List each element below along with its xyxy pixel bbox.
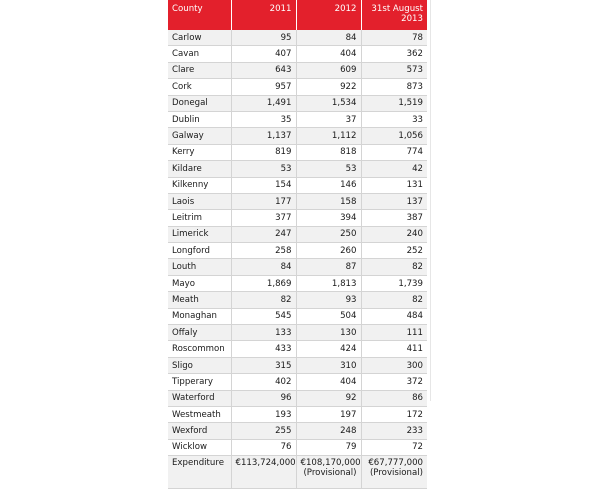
cell-2012: 79	[296, 439, 361, 455]
cell-2011: 133	[231, 325, 296, 341]
cell-2011: 255	[231, 423, 296, 439]
table-row	[168, 161, 427, 177]
table-row	[168, 62, 427, 78]
cell-county: Meath	[168, 292, 231, 308]
cell-2011: 433	[231, 341, 296, 357]
cell-2011: 84	[231, 259, 296, 275]
table-row	[168, 308, 427, 324]
cell-2011: 193	[231, 406, 296, 422]
cell-2013: 86	[361, 390, 427, 406]
cell-2011: 545	[231, 308, 296, 324]
cell-2012: 818	[296, 144, 361, 160]
cell-county: Sligo	[168, 357, 231, 373]
header-county: County	[168, 0, 231, 30]
cell-county: Roscommon	[168, 341, 231, 357]
cell-2011: 957	[231, 79, 296, 95]
cell-2012: 504	[296, 308, 361, 324]
cell-2013: 131	[361, 177, 427, 193]
cell-county: Dublin	[168, 111, 231, 127]
expenditure-label: Expenditure	[168, 456, 231, 489]
cell-2012: 609	[296, 62, 361, 78]
cell-2012: 130	[296, 325, 361, 341]
cell-2011: 95	[231, 30, 296, 46]
table-row	[168, 243, 427, 259]
cell-2013: 72	[361, 439, 427, 455]
cell-2012: 424	[296, 341, 361, 357]
cell-county: Mayo	[168, 275, 231, 291]
cell-2013: 240	[361, 226, 427, 242]
cell-2011: 819	[231, 144, 296, 160]
cell-2012: 260	[296, 243, 361, 259]
expenditure-2013-note: (Provisional)	[369, 468, 423, 479]
table-row	[168, 111, 427, 127]
cell-2013: 873	[361, 79, 427, 95]
cell-2011: 1,869	[231, 275, 296, 291]
cell-county: Wexford	[168, 423, 231, 439]
cell-county: Westmeath	[168, 406, 231, 422]
cell-2013: 78	[361, 30, 427, 46]
table-row	[168, 374, 427, 390]
table-row	[168, 325, 427, 341]
cell-2013: 42	[361, 161, 427, 177]
expenditure-2011: €113,724,000	[231, 456, 296, 489]
cell-2011: 35	[231, 111, 296, 127]
header-2011: 2011	[231, 0, 296, 30]
cell-county: Donegal	[168, 95, 231, 111]
cell-2013: 372	[361, 374, 427, 390]
cell-2012: 404	[296, 374, 361, 390]
cell-2011: 53	[231, 161, 296, 177]
cell-2011: 258	[231, 243, 296, 259]
table-row	[168, 210, 427, 226]
county-data-table	[168, 0, 427, 489]
expenditure-2012	[296, 456, 361, 489]
table-row	[168, 193, 427, 209]
cell-county: Kerry	[168, 144, 231, 160]
cell-2013: 137	[361, 193, 427, 209]
expenditure-2013	[361, 456, 427, 489]
cell-2013: 411	[361, 341, 427, 357]
cell-2012: 394	[296, 210, 361, 226]
cell-county: Waterford	[168, 390, 231, 406]
cell-2012: 37	[296, 111, 361, 127]
table-row	[168, 275, 427, 291]
cell-2011: 407	[231, 46, 296, 62]
cell-2013: 1,519	[361, 95, 427, 111]
cell-2012: 310	[296, 357, 361, 373]
cell-2012: 146	[296, 177, 361, 193]
table-row	[168, 30, 427, 46]
cell-2013: 33	[361, 111, 427, 127]
cell-2012: 93	[296, 292, 361, 308]
cell-county: Louth	[168, 259, 231, 275]
table-row	[168, 357, 427, 373]
cell-2013: 111	[361, 325, 427, 341]
cell-2012: 922	[296, 79, 361, 95]
expenditure-2012-value: €108,170,000	[300, 458, 361, 469]
header-2012: 2012	[296, 0, 361, 30]
cell-county: Longford	[168, 243, 231, 259]
table-row	[168, 390, 427, 406]
cell-county: Kildare	[168, 161, 231, 177]
table-row	[168, 46, 427, 62]
cell-2013: 573	[361, 62, 427, 78]
cell-2013: 233	[361, 423, 427, 439]
expenditure-2012-note: (Provisional)	[303, 468, 357, 479]
cell-county: Limerick	[168, 226, 231, 242]
cell-county: Cavan	[168, 46, 231, 62]
cell-2011: 1,137	[231, 128, 296, 144]
table-row	[168, 177, 427, 193]
cell-2013: 774	[361, 144, 427, 160]
table-row	[168, 128, 427, 144]
cell-2013: 484	[361, 308, 427, 324]
expenditure-2013-value: €67,777,000	[368, 458, 423, 469]
cell-2011: 402	[231, 374, 296, 390]
cell-2011: 643	[231, 62, 296, 78]
cell-2012: 1,112	[296, 128, 361, 144]
cell-2012: 92	[296, 390, 361, 406]
table-row	[168, 95, 427, 111]
cell-2012: 87	[296, 259, 361, 275]
cell-2011: 96	[231, 390, 296, 406]
expenditure-row	[168, 456, 427, 489]
table-body	[168, 30, 427, 489]
cell-county: Kilkenny	[168, 177, 231, 193]
table-row	[168, 406, 427, 422]
cell-county: Leitrim	[168, 210, 231, 226]
cell-2012: 404	[296, 46, 361, 62]
cell-county: Clare	[168, 62, 231, 78]
header-2013: 31st August 2013	[361, 0, 427, 30]
cell-2011: 82	[231, 292, 296, 308]
table-row	[168, 79, 427, 95]
table-row	[168, 423, 427, 439]
county-table-container	[168, 0, 427, 489]
cell-2013: 82	[361, 292, 427, 308]
table-row	[168, 259, 427, 275]
cell-county: Offaly	[168, 325, 231, 341]
table-row	[168, 292, 427, 308]
cell-2011: 76	[231, 439, 296, 455]
cell-2012: 248	[296, 423, 361, 439]
table-row	[168, 226, 427, 242]
cell-county: Galway	[168, 128, 231, 144]
cell-county: Wicklow	[168, 439, 231, 455]
cell-2011: 315	[231, 357, 296, 373]
cell-county: Tipperary	[168, 374, 231, 390]
cell-2011: 154	[231, 177, 296, 193]
cell-2011: 177	[231, 193, 296, 209]
table-header	[168, 0, 427, 30]
cell-county: Monaghan	[168, 308, 231, 324]
header-row	[168, 0, 427, 30]
cell-2013: 300	[361, 357, 427, 373]
cell-2013: 362	[361, 46, 427, 62]
cell-2013: 1,739	[361, 275, 427, 291]
cell-2012: 250	[296, 226, 361, 242]
cell-2011: 247	[231, 226, 296, 242]
cell-2013: 252	[361, 243, 427, 259]
cell-2013: 387	[361, 210, 427, 226]
table-row	[168, 439, 427, 455]
cell-2013: 82	[361, 259, 427, 275]
table-row	[168, 144, 427, 160]
cell-county: Carlow	[168, 30, 231, 46]
page-divider-line	[430, 0, 431, 401]
cell-2012: 1,813	[296, 275, 361, 291]
cell-2011: 1,491	[231, 95, 296, 111]
cell-county: Laois	[168, 193, 231, 209]
cell-2013: 1,056	[361, 128, 427, 144]
cell-county: Cork	[168, 79, 231, 95]
cell-2012: 197	[296, 406, 361, 422]
cell-2012: 84	[296, 30, 361, 46]
cell-2012: 1,534	[296, 95, 361, 111]
table-row	[168, 341, 427, 357]
cell-2012: 158	[296, 193, 361, 209]
cell-2011: 377	[231, 210, 296, 226]
cell-2013: 172	[361, 406, 427, 422]
cell-2012: 53	[296, 161, 361, 177]
